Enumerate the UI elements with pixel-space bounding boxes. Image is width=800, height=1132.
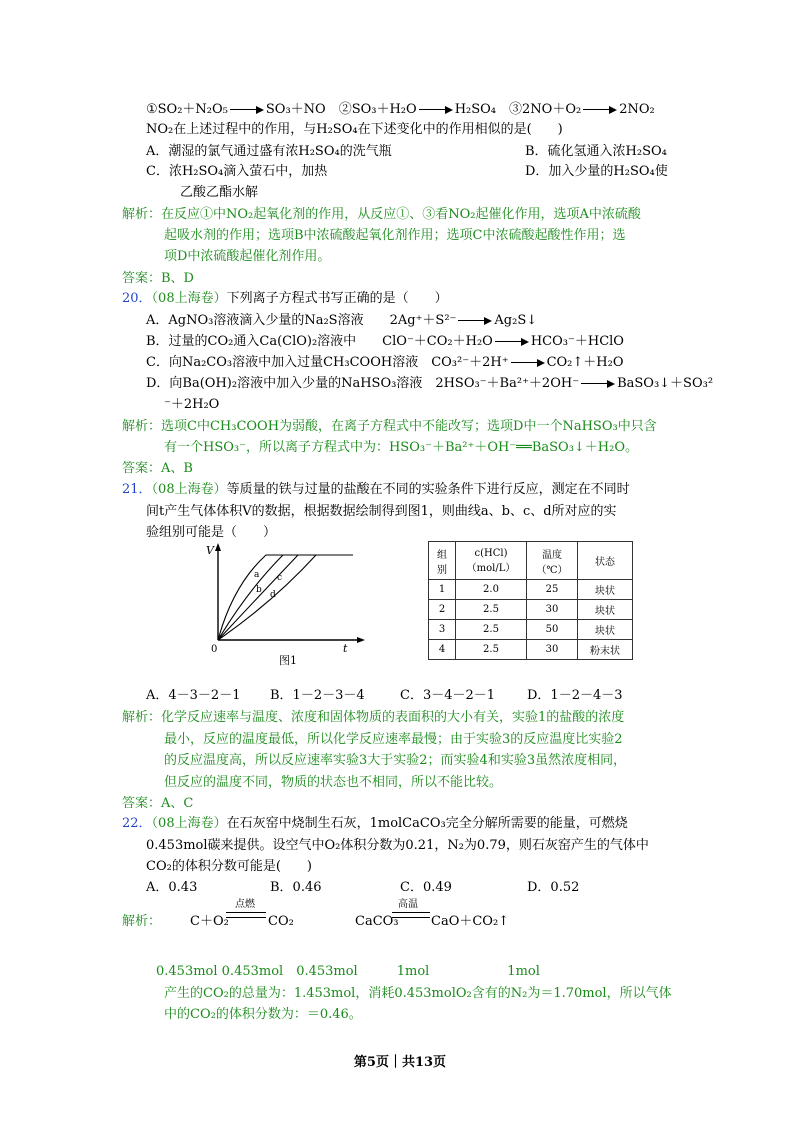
curve-label: d xyxy=(270,590,276,600)
equals-double-line xyxy=(226,912,266,918)
arrow-icon xyxy=(230,106,264,114)
option-b xyxy=(146,333,624,351)
answer: 答案：B、D xyxy=(122,271,194,286)
page-footer: 第5页｜共13页 xyxy=(353,1055,447,1070)
answer: 答案：A、B xyxy=(122,461,193,476)
equation-1-right: CO₂ xyxy=(268,914,294,929)
analysis-line: 中的CO₂的体积分数为：＝0.46。 xyxy=(164,1007,362,1022)
analysis-line: 但反应的温度不同，物质的状态也不相同，所以不能比较。 xyxy=(164,775,503,790)
curve-c xyxy=(218,555,298,640)
question-number: 21． xyxy=(122,482,152,497)
arrow-icon xyxy=(581,380,615,388)
table-header: c(HCl) （mol/L） xyxy=(456,542,527,580)
option-d: D．0.52 xyxy=(527,880,580,895)
reaction-3-left: H₂SO₄ ③2NO＋O₂ xyxy=(454,102,582,117)
option-d: D．1－2－4－3 xyxy=(527,688,623,703)
option-b-right: HCO₃⁻＋HClO xyxy=(530,334,624,349)
equation-2-condition: 高温 xyxy=(398,899,418,910)
origin-label: 0 xyxy=(211,644,218,655)
question-stem-line: CO₂的体积分数可能是( ) xyxy=(146,859,312,874)
equation-1-left: C＋O₂ xyxy=(190,914,229,929)
figure-caption: 图1 xyxy=(279,654,297,667)
table-row: 3 2.5 50 块状 xyxy=(429,620,633,640)
option-a xyxy=(146,312,537,330)
table-header: 状态 xyxy=(578,542,633,580)
option-a-left: A．AgNO₃溶液滴入少量的Na₂S溶液 2Ag⁺＋S²⁻ xyxy=(146,313,457,328)
reaction-2-left: SO₃＋NO ②SO₃＋H₂O xyxy=(265,102,417,117)
option-d-right: BaSO₃↓＋SO₃² xyxy=(617,376,714,391)
curve-label: a xyxy=(254,570,260,580)
arrow-icon xyxy=(495,338,529,346)
option-a: A．潮湿的氯气通过盛有浓H₂SO₄的洗气瓶 xyxy=(146,144,392,159)
option-b-left: B．过量的CO₂通入Ca(ClO)₂溶液中 ClO⁻＋CO₂＋H₂O xyxy=(146,334,493,349)
option-d-left: D．向Ba(OH)₂溶液中加入少量的NaHSO₃溶液 2HSO₃⁻＋Ba²⁺＋2OH⁻ xyxy=(146,376,580,391)
question-stem-line: 间t产生气体体积V的数据，根据数据绘制得到图1，则曲线a、b、c、d所对应的实 xyxy=(146,504,617,519)
equation-2-right: CaO＋CO₂↑ xyxy=(431,914,510,929)
equation-1-condition: 点燃 xyxy=(235,899,255,910)
source-tag: （08上海卷） xyxy=(151,291,227,306)
x-axis-arrow-icon xyxy=(357,637,365,643)
arrow-icon xyxy=(458,317,492,325)
curve-d xyxy=(218,555,316,640)
reaction-3-right: 2NO₂ xyxy=(619,102,655,117)
option-c-right: CO₂↑＋H₂O xyxy=(546,355,624,370)
question-20-header xyxy=(122,290,448,308)
option-b: B．1－2－3－4 xyxy=(270,688,365,703)
table-row: 4 2.5 30 粉末状 xyxy=(429,640,633,660)
question-stem: NO₂在上述过程中的作用，与H₂SO₄在下述变化中的作用相似的是( ) xyxy=(146,122,563,137)
analysis-line: 起吸水剂的作用；选项B中浓硫酸起氧化剂作用；选项C中浓硫酸起酸性作用；选 xyxy=(164,228,626,243)
question-stem: 下列离子方程式书写正确的是（ ） xyxy=(226,291,448,306)
analysis-line: 的反应温度高，所以反应速率实验3大于实验2；而实验4和实验3虽然浓度相同， xyxy=(164,753,627,768)
option-d xyxy=(146,375,713,393)
option-c: C．0.49 xyxy=(400,880,452,895)
option-c: C．3－4－2－1 xyxy=(400,688,496,703)
option-c: C．浓H₂SO₄滴入萤石中，加热 xyxy=(146,164,328,179)
question-number: 20． xyxy=(122,291,152,306)
option-d: D．加入少量的H₂SO₄使 xyxy=(525,164,668,179)
arrow-icon xyxy=(583,106,617,114)
analysis-line: 产生的CO₂的总量为：1.453mol，消耗0.453molO₂含有的N₂为＝1.70mol，所以气体 xyxy=(164,986,672,1001)
option-b: B．0.46 xyxy=(270,880,322,895)
arrow-icon xyxy=(419,106,453,114)
y-label: V xyxy=(206,544,214,557)
arrow-icon xyxy=(511,359,545,367)
table-header: 温度 （℃） xyxy=(527,542,578,580)
option-a: A．0.43 xyxy=(146,880,198,895)
question-21-header xyxy=(122,481,630,499)
analysis-line: 解析：化学反应速率与温度、浓度和固体物质的表面积的大小有关，实验1的盐酸的浓度 xyxy=(122,710,625,725)
question-22-header xyxy=(122,815,628,833)
question-stem-line: 验组别可能是（ ） xyxy=(146,525,277,540)
analysis-line: 有一个HSO₃⁻，所以离子方程式中为：HSO₃⁻＋Ba²⁺＋OH⁻══BaSO₃↓＋H₂O。 xyxy=(164,440,639,455)
option-b: B．硫化氢通入浓H₂SO₄ xyxy=(525,144,667,159)
table-header: 组 别 xyxy=(429,542,456,580)
figure-1-graph xyxy=(198,540,368,670)
option-a-right: Ag₂S↓ xyxy=(494,313,538,328)
answer: 答案：A、C xyxy=(122,796,194,811)
source-tag: （08上海卷） xyxy=(151,816,227,831)
option-d-cont: 乙酸乙酯水解 xyxy=(180,185,259,200)
option-d-cont: ⁻＋2H₂O xyxy=(164,397,220,412)
question-stem-line: 0.453mol碳来提供。设空气中O₂体积分数为0.21，N₂为0.79，则石灰窑产生的气体中 xyxy=(146,838,649,853)
equation-2-left: CaCO₃ xyxy=(355,914,399,929)
analysis-label: 解析： xyxy=(122,914,162,929)
amounts-line: 0.453mol 0.453mol 0.453mol 1mol 1mol xyxy=(156,964,540,979)
option-c xyxy=(146,354,623,372)
reaction-line xyxy=(146,101,655,119)
reaction-1-left: ①SO₂＋N₂O₅ xyxy=(146,102,228,117)
x-label: t xyxy=(343,642,348,655)
question-number: 22． xyxy=(122,816,152,831)
question-stem: 在石灰窑中烧制生石灰，1molCaCO₃完全分解所需要的能量，可燃烧 xyxy=(226,816,628,831)
experiment-table xyxy=(428,541,633,660)
table-row: 1 2.0 25 块状 xyxy=(429,580,633,600)
question-stem: 等质量的铁与过量的盐酸在不同的实验条件下进行反应，测定在不同时 xyxy=(226,482,630,497)
equals-double-line xyxy=(392,912,430,918)
curve-label: c xyxy=(277,573,283,583)
table-row: 2 2.5 30 块状 xyxy=(429,600,633,620)
analysis-line: 最小，反应的温度最低，所以化学反应速率最慢；由于实验3的反应温度比实验2 xyxy=(164,732,623,747)
option-a: A．4－3－2－1 xyxy=(146,688,241,703)
analysis-line: 项D中浓硫酸起催化剂作用。 xyxy=(164,249,331,264)
source-tag: （08上海卷） xyxy=(151,482,227,497)
option-c-left: C．向Na₂CO₃溶液中加入过量CH₃COOH溶液 CO₃²⁻＋2H⁺ xyxy=(146,355,509,370)
y-axis-arrow-icon xyxy=(215,543,221,551)
analysis-line: 解析：选项C中CH₃COOH为弱酸，在离子方程式中不能改写；选项D中一个NaHSO₃中只含 xyxy=(122,419,657,434)
analysis-line: 解析：在反应①中NO₂起氧化剂的作用，从反应①、③看NO₂起催化作用，选项A中浓硫酸 xyxy=(122,207,641,222)
curve-label: b xyxy=(256,585,262,595)
